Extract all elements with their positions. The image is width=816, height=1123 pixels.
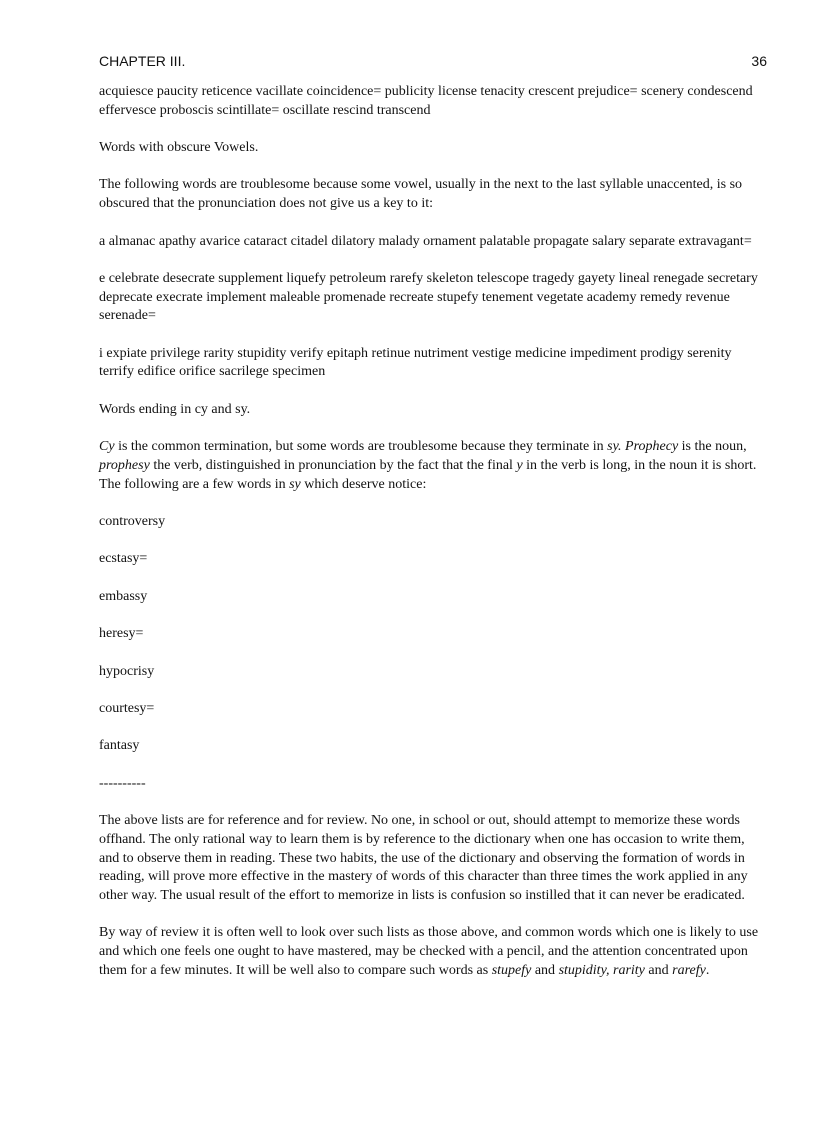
list-item-word: controversy bbox=[99, 514, 166, 530]
term-y: y bbox=[516, 457, 523, 473]
text-run: and bbox=[644, 962, 673, 978]
text-run: . bbox=[705, 962, 710, 978]
term-stupidity-rarity: stupidity, rarity bbox=[558, 962, 645, 978]
page-body bbox=[99, 83, 767, 980]
term-rarefy: rarefy bbox=[672, 962, 706, 978]
list-item-word: embassy bbox=[99, 588, 148, 604]
list-item-word: hypocrisy bbox=[99, 663, 155, 679]
chapter-title: CHAPTER III. bbox=[99, 53, 186, 69]
term-stupefy: stupefy bbox=[491, 962, 532, 978]
paragraph-review-lists: The above lists are for reference and for review. No one, in school or out, should attempt to memorize these words offhand. The only rational way to learn them is by reference to the dictionary when one has occasion to write them, and to observe them in reading. These two habits, the use of the dictionary and observing the formation of words in reading, will prove more effective in the mastery of words of this character than three times the work applied in any other way. The usual result of the effort to memorize in lists is confusion so instilled that it can never be eradicated. bbox=[99, 813, 748, 903]
paragraph-obscure-vowels-intro: The following words are troublesome because some vowel, usually in the next to the last syllable unaccented, is so obscured that the pronunciation does not give us a key to it: bbox=[99, 177, 743, 212]
list-item-word: ecstasy= bbox=[99, 551, 148, 567]
divider-line: ---------- bbox=[99, 775, 146, 791]
word-list-c-sounds: acquiesce paucity reticence vacillate coincidence= publicity license tenacity crescent prejudice= scenery condescend effervesce proboscis scintillate= oscillate rescind transcend bbox=[99, 84, 753, 118]
text-run: is the noun, bbox=[678, 439, 747, 455]
text-run: the verb, distinguished in pronunciation by the fact that the final bbox=[149, 457, 517, 473]
word-list-a: a almanac apathy avarice cataract citadel dilatory malady ornament palatable propagate salary separate extravagant= bbox=[99, 233, 752, 249]
term-sy: sy. bbox=[607, 439, 622, 455]
paragraph-cy-sy-intro bbox=[99, 438, 767, 494]
paragraph-review-method bbox=[99, 924, 767, 980]
text-run: and bbox=[531, 962, 559, 978]
term-prophecy: Prophecy bbox=[625, 439, 679, 455]
word-list-e: e celebrate desecrate supplement liquefy petroleum rarefy skeleton telescope tragedy gayety lineal renegade secretary deprecate execrate implement maleable promenade recreate stupefy tenement vegetate academy remedy revenue serenade= bbox=[99, 270, 758, 324]
list-item-word: fantasy bbox=[99, 738, 140, 754]
text-run: is the common termination, but some words are troublesome because they terminate in bbox=[114, 439, 608, 455]
section-heading-cy-sy: Words ending in cy and sy. bbox=[99, 401, 251, 417]
text-run: in the verb is long, in the noun it is short. The following are a few words in bbox=[99, 457, 757, 492]
page-header bbox=[99, 52, 767, 70]
term-cy: Cy bbox=[99, 439, 115, 455]
text-run: By way of review it is often well to look over such lists as those above, and common words which one is likely to use and which one feels one ought to have mastered, may be checked with a pencil, and the attention concentrated upon them for a few minutes. It will be well also to compare such words as bbox=[99, 925, 759, 978]
document-page bbox=[99, 52, 767, 999]
word-list-i: i expiate privilege rarity stupidity verify epitaph retinue nutriment vestige medicine impediment prodigy serenity terrify edifice orifice sacrilege specimen bbox=[99, 345, 732, 380]
term-prophesy: prophesy bbox=[99, 457, 150, 473]
section-heading-obscure-vowels: Words with obscure Vowels. bbox=[99, 140, 259, 156]
term-sy-2: sy bbox=[289, 476, 301, 492]
list-item-word: courtesy= bbox=[99, 701, 155, 716]
page-number: 36 bbox=[751, 53, 767, 69]
text-run: which deserve notice: bbox=[300, 476, 427, 492]
list-item-word: heresy= bbox=[99, 626, 144, 642]
